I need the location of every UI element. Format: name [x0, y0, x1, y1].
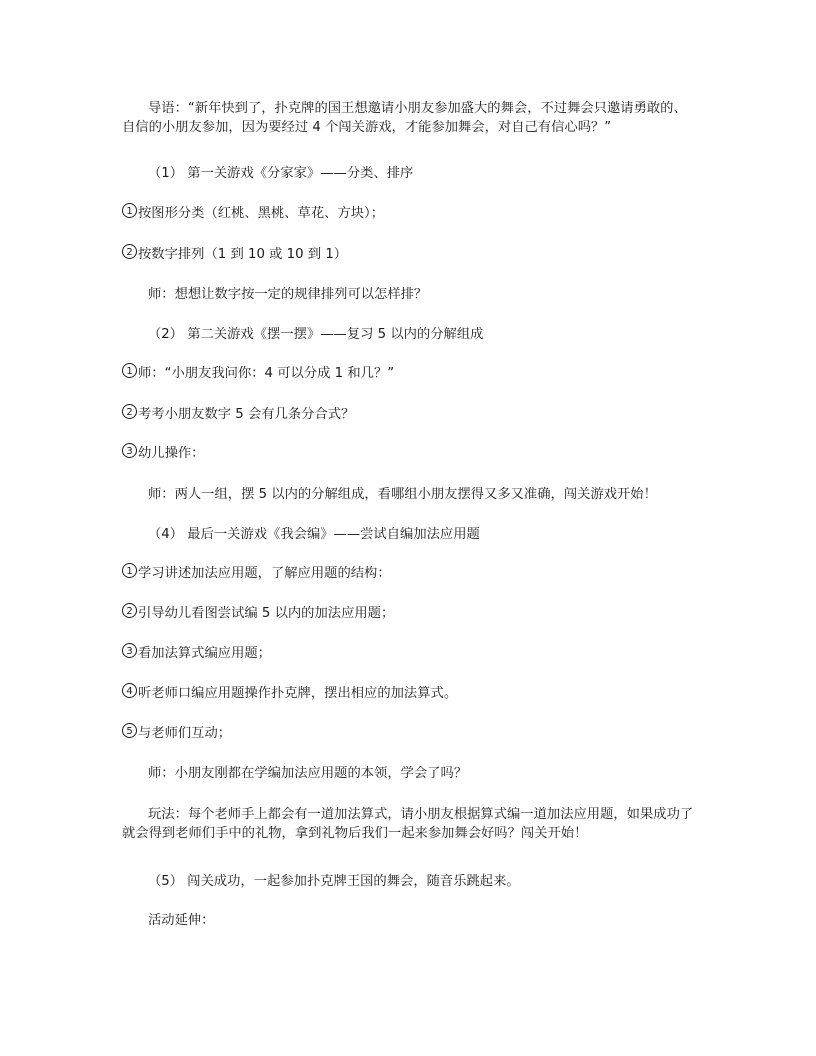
circled-number-1: 1 [122, 203, 137, 218]
game2-step-1 [122, 363, 700, 383]
play-paragraph: 玩法：每个老师手上都会有一道加法算式，请小朋友根据算式编一道加法应用题，如果成功了就会得到老师们手中的礼物，拿到礼物后我们一起来参加舞会好吗？闯关开始！ [122, 807, 694, 841]
circled-number-3: 3 [122, 643, 137, 658]
game4-step-5-text: 与老师们互动； [138, 726, 232, 741]
circled-number-5: 5 [122, 723, 137, 738]
circled-number-2: 2 [122, 603, 137, 618]
game4-step-3-text: 看加法算式编应用题； [138, 646, 271, 661]
intro-paragraph: 导语：“新年快到了，扑克牌的国王想邀请小朋友参加盛大的舞会，不过舞会只邀请勇敢的、自信的小朋友参加，因为要经过 4 个闯关游戏，才能参加舞会，对自己有信心吗？” [122, 101, 687, 135]
game2-teacher-line: 师：两人一组，摆 5 以内的分解组成，看哪组小朋友摆得又多又准确，闯关游戏开始！ [148, 487, 657, 502]
circled-number-2: 2 [122, 404, 137, 419]
game4-step-2 [122, 603, 700, 623]
game1-step-2 [122, 244, 700, 264]
game4-title: （4） 最后一关游戏《我会编》——尝试自编加法应用题 [148, 527, 480, 542]
game1-step-2-text: 按数字排列（1 到 10 或 10 到 1） [138, 247, 348, 262]
game2-step-3-text: 幼儿操作： [138, 446, 205, 461]
game2-step-2-text: 考考小朋友数字 5 会有几条分合式？ [138, 407, 355, 422]
circled-number-1: 1 [122, 563, 137, 578]
game4-step-1-text: 学习讲述加法应用题，了解应用题的结构： [138, 566, 391, 581]
circled-number-4: 4 [122, 683, 137, 698]
game4-step-3 [122, 643, 700, 663]
circled-number-3: 3 [122, 443, 137, 458]
game1-title: （1） 第一关游戏《分家家》——分类、排序 [148, 166, 414, 181]
game1-step-1 [122, 203, 700, 223]
game4-step-4-text: 听老师口编应用题操作扑克牌，摆出相应的加法算式。 [138, 686, 458, 701]
game2-step-3 [122, 443, 700, 463]
circled-number-2: 2 [122, 244, 137, 259]
game2-step-1-text: 师：“小朋友我问你：4 可以分成 1 和几？” [138, 366, 395, 381]
game4-teacher-line: 师：小朋友刚都在学编加法应用题的本领，学会了吗？ [148, 766, 468, 781]
game4-step-5 [122, 723, 700, 743]
game4-step-2-text: 引导幼儿看图尝试编 5 以内的加法应用题； [138, 606, 395, 621]
game4-step-1 [122, 563, 700, 583]
game1-step-1-text: 按图形分类（红桃、黑桃、草花、方块）； [138, 206, 384, 221]
game5-line: （5） 闯关成功，一起参加扑克牌王国的舞会，随音乐跳起来。 [148, 874, 520, 889]
game2-step-2 [122, 404, 700, 424]
game1-teacher-line: 师：想想让数字按一定的规律排列可以怎样排？ [148, 287, 428, 302]
game4-step-4 [122, 683, 700, 703]
extension-heading: 活动延伸： [148, 913, 215, 928]
game2-title: （2） 第二关游戏《摆一摆》——复习 5 以内的分解组成 [148, 327, 484, 342]
circled-number-1: 1 [122, 363, 137, 378]
